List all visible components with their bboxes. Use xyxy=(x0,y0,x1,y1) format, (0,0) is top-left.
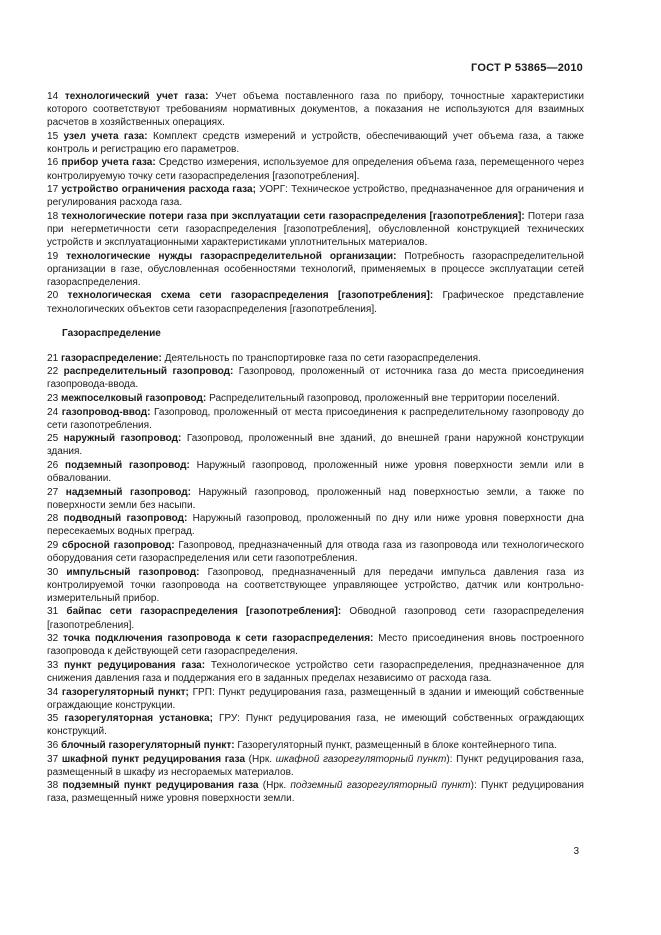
entry-number: 16 xyxy=(47,157,59,169)
term-name: технологическая схема сети газораспределения [газопотребления]: xyxy=(67,290,434,302)
entry-number: 35 xyxy=(47,713,59,725)
entry-number: 24 xyxy=(47,406,59,418)
term-name: узел учета газа: xyxy=(63,130,148,142)
term-name: межпоселковый газопровод: xyxy=(60,392,207,404)
term-definition: ГРУ: Пункт редуцирования газа, не имеющий собственных ограждающих конструкций. xyxy=(47,713,584,738)
term-entry xyxy=(47,250,584,289)
term-entry xyxy=(47,156,584,182)
entry-number: 26 xyxy=(47,459,59,471)
term-name: блочный газорегуляторный пункт: xyxy=(60,739,235,751)
term-definition: Наружный газопровод, проложенный по дну или ниже уровня поверхности дна пересекаемых водных преград. xyxy=(47,513,584,538)
term-name: устройство ограничения расхода газа; xyxy=(61,184,256,196)
term-name: газорегуляторная установка; xyxy=(64,713,213,725)
term-definition: Учет объема поставленного газа по прибору, точностные характеристики которого соответствуют требованиям нормативных документов, а показания не используются для взаимных расчетов в хозяйственных операциях. xyxy=(47,91,584,129)
term-definition: Потери газа при негерметичности сети газораспределения [газопотребления], обусловленной конструкцией технических устройств и эксплуатационными характеристиками уплотнительных материалов. xyxy=(47,210,584,249)
term-name: газораспределение: xyxy=(60,352,162,364)
term-entry xyxy=(47,406,584,432)
entry-number: 25 xyxy=(47,433,59,445)
term-entry xyxy=(47,566,584,605)
entry-number: 21 xyxy=(47,352,59,364)
term-name: технологические нужды газораспределительной организации: xyxy=(66,250,397,262)
term-definition: Газопровод, проложенный вне зданий, до внешней грани наружной конструкции здания. xyxy=(47,433,584,458)
entry-number: 17 xyxy=(47,184,59,196)
term-definition: Газорегуляторный пункт, размещенный в блоке контейнерного типа. xyxy=(234,739,557,751)
entry-number: 34 xyxy=(47,686,59,698)
term-name: прибор учета газа: xyxy=(61,157,156,169)
entry-number: 19 xyxy=(47,250,59,262)
document-body xyxy=(47,90,584,806)
term-name: байпас сети газораспределения [газопотребления]: xyxy=(66,606,342,618)
term-definition: Технологическое устройство сети газораспределения, предназначенное для снижения давления газа и поддержания его в заданных пределах независимо от расхода газа. xyxy=(47,659,585,684)
term-definition: Деятельность по транспортировке газа по сети газораспределения. xyxy=(161,352,481,364)
term-definition: Средство измерения, используемое для определения объема газа, перемещенного через контролируемую точку сети газораспределения [газопотребления]. xyxy=(47,157,584,182)
term-entry xyxy=(47,753,584,779)
section-heading: Газораспределение xyxy=(62,327,161,339)
term-entry xyxy=(47,459,584,485)
entry-number: 32 xyxy=(47,633,59,645)
term-definition: Комплект средств измерений и устройств, обеспечивающий учет объема газа, а также контроль и регистрацию его параметров. xyxy=(47,130,584,155)
term-entry xyxy=(47,686,584,712)
term-entry xyxy=(47,486,584,512)
term-definition: Место присоединения вновь построенного газопровода к действующей сети газораспределения. xyxy=(47,633,584,658)
term-name: пункт редуцирования газа: xyxy=(63,659,206,671)
term-note-prefix: (Нрк. xyxy=(245,753,276,765)
term-entry xyxy=(47,632,584,658)
term-definition: ): Пункт редуцирования газа, размещенный в шкафу из несгораемых материалов. xyxy=(47,753,584,778)
term-name: шкафной пункт редуцирования газа xyxy=(61,753,246,765)
term-name: технологические потери газа при эксплуатации сети газораспределения [газопотребления]: xyxy=(61,210,525,222)
term-entry xyxy=(47,539,584,565)
term-entry xyxy=(47,90,584,129)
entry-number: 36 xyxy=(47,739,59,751)
term-entry xyxy=(47,512,584,538)
page-number: 3 xyxy=(573,846,579,857)
term-name: надземный газопровод: xyxy=(65,486,191,498)
term-entry xyxy=(47,352,584,365)
entry-number: 20 xyxy=(47,290,59,302)
term-name: сбросной газопровод: xyxy=(62,540,175,551)
entry-number: 33 xyxy=(47,659,59,671)
term-entry xyxy=(47,605,584,631)
term-entry xyxy=(47,659,584,685)
term-definition: ): Пункт редуцирования газа, размещенный ниже уровня поверхности земли. xyxy=(47,780,584,805)
term-definition: Обводной газопровод сети газораспределения [газопотребления]. xyxy=(47,606,584,631)
entry-number: 30 xyxy=(47,566,59,578)
term-entry xyxy=(47,365,584,391)
term-name: газопровод-ввод: xyxy=(61,406,151,418)
term-name: подземный газопровод: xyxy=(65,459,190,471)
deprecated-term: подземный газорегуляторный пункт xyxy=(290,780,471,792)
entry-number: 14 xyxy=(47,91,59,102)
term-name: точка подключения газопровода к сети газораспределения: xyxy=(63,633,374,645)
term-entry xyxy=(47,289,584,315)
term-entry xyxy=(47,183,584,209)
entry-number: 18 xyxy=(47,210,59,222)
term-definition: Распределительный газопровод, проложенный вне территории поселений. xyxy=(206,392,560,404)
term-name: импульсный газопровод: xyxy=(66,566,200,578)
term-name: газорегуляторный пункт; xyxy=(61,686,189,698)
term-definition: Газопровод, предназначенный для передачи импульса давления газа из контролируемой точки газопровода на соответствующее управляющее устройство, датчик или контрольно-измерительный прибор. xyxy=(47,566,584,604)
deprecated-term: шкафной газорегуляторный пункт xyxy=(275,753,447,765)
terms-list-section-2 xyxy=(47,352,584,806)
standard-code: ГОСТ Р 53865—2010 xyxy=(471,62,583,74)
term-entry xyxy=(47,432,584,458)
term-definition: Газопровод, предназначенный для отвода газа из газопровода или технологического оборудования сети газораспределения или сети газопотребления. xyxy=(47,540,585,565)
term-definition: Газопровод, проложенный от места присоединения к распределительному газопроводу до сети газопотребления. xyxy=(47,406,584,431)
term-entry xyxy=(47,779,584,805)
term-name: наружный газопровод: xyxy=(63,433,182,445)
entry-number: 22 xyxy=(47,366,59,378)
term-definition: Газопровод, проложенный от источника газа до места присоединения газопровода-ввода. xyxy=(47,366,584,391)
term-entry xyxy=(47,392,584,405)
term-definition: Наружный газопровод, проложенный над поверхностью земли, а также по поверхности земли без насыпи. xyxy=(47,486,584,511)
term-entry xyxy=(47,130,584,156)
term-definition: ГРП: Пункт редуцирования газа, размещенный в здании и имеющий собственные ограждающие конструкции. xyxy=(47,686,584,711)
entry-number: 38 xyxy=(47,780,59,792)
term-name: распределительный газопровод: xyxy=(63,366,234,378)
entry-number: 27 xyxy=(47,486,59,498)
entry-number: 31 xyxy=(47,606,59,618)
term-definition: Потребность газораспределительной организации в газе, обусловленная особенностями технологий, применяемых в процессе эксплуатации сетей газораспределения. xyxy=(47,250,584,288)
term-entry xyxy=(47,712,584,738)
term-name: подводный газопровод: xyxy=(63,513,188,525)
term-name: подземный пункт редуцирования газа xyxy=(62,780,259,792)
term-definition: Графическое представление технологических объектов сети газораспределения [газопотребления]. xyxy=(47,290,585,315)
term-entry xyxy=(47,210,584,249)
entry-number: 29 xyxy=(47,540,59,551)
entry-number: 15 xyxy=(47,130,59,142)
term-note-prefix: (Нрк. xyxy=(258,780,291,792)
entry-number: 37 xyxy=(47,753,59,765)
entry-number: 23 xyxy=(47,392,59,404)
terms-list-section-1 xyxy=(47,90,584,316)
term-name: технологический учет газа: xyxy=(64,91,209,102)
entry-number: 28 xyxy=(47,513,59,525)
term-entry xyxy=(47,739,584,752)
term-definition: УОРГ: Техническое устройство, предназначенное для ограничения и регулирования расхода газа. xyxy=(47,184,584,209)
term-definition: Наружный газопровод, проложенный ниже уровня поверхности земли или в обваловании. xyxy=(47,459,585,485)
